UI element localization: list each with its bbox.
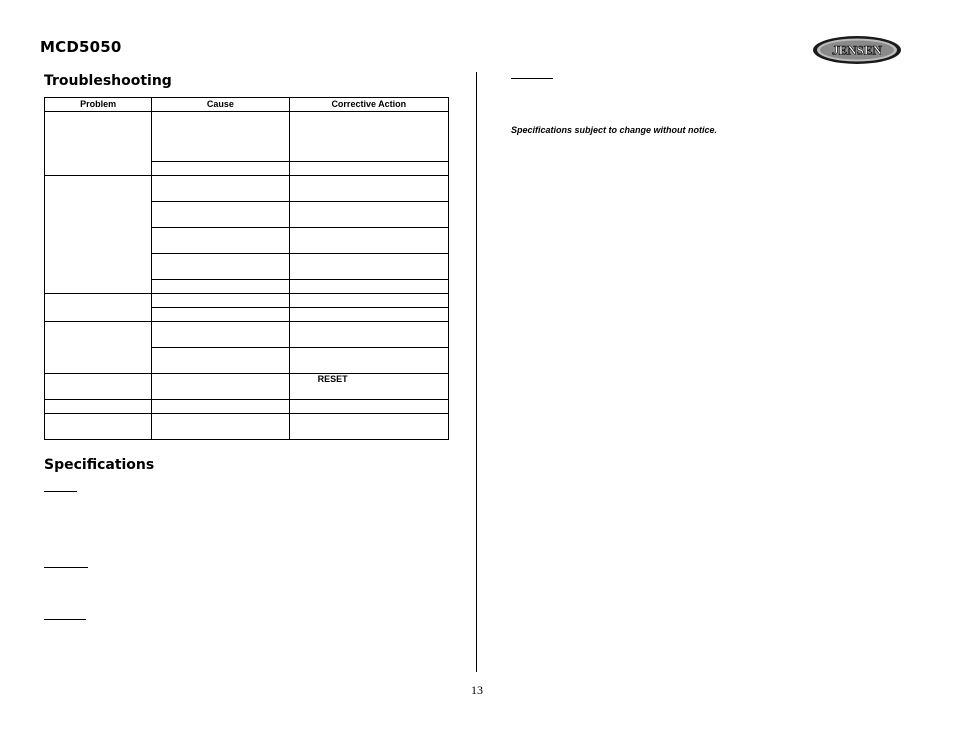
page-number: 13 bbox=[471, 683, 483, 697]
table-header-row bbox=[45, 98, 449, 112]
reset-action-cell: RESET bbox=[289, 374, 448, 400]
table-row bbox=[45, 112, 449, 162]
action-cell bbox=[289, 254, 448, 280]
cause-cell bbox=[152, 162, 289, 176]
jensen-logo bbox=[812, 35, 902, 65]
problem-cell bbox=[45, 400, 152, 414]
table-row bbox=[45, 414, 449, 440]
spec-subheading-underline bbox=[44, 491, 77, 492]
column-header-cause: Cause bbox=[152, 98, 289, 112]
action-cell bbox=[289, 112, 448, 162]
action-cell bbox=[289, 294, 448, 308]
cause-cell bbox=[152, 414, 289, 440]
cause-cell bbox=[152, 228, 289, 254]
problem-cell bbox=[45, 294, 152, 322]
column-header-corrective-action: Corrective Action bbox=[289, 98, 448, 112]
spec-subheading-underline bbox=[511, 78, 553, 79]
table-row bbox=[45, 322, 449, 348]
problem-cell bbox=[45, 322, 152, 374]
column-header-problem: Problem bbox=[45, 98, 152, 112]
table-row bbox=[45, 176, 449, 202]
spec-disclaimer: Specifications subject to change without notice. bbox=[511, 125, 718, 135]
cause-cell bbox=[152, 254, 289, 280]
action-cell bbox=[289, 162, 448, 176]
cause-cell bbox=[152, 280, 289, 294]
problem-cell bbox=[45, 374, 152, 400]
action-cell bbox=[289, 202, 448, 228]
troubleshooting-table bbox=[44, 97, 449, 440]
cause-cell bbox=[152, 348, 289, 374]
cause-cell bbox=[152, 400, 289, 414]
action-cell bbox=[289, 400, 448, 414]
svg-text:JENSEN: JENSEN bbox=[832, 42, 882, 58]
spec-subheading-underline bbox=[44, 619, 86, 620]
action-cell bbox=[289, 280, 448, 294]
model-title: MCD5050 bbox=[40, 38, 122, 56]
cause-cell bbox=[152, 294, 289, 308]
troubleshooting-heading: Troubleshooting bbox=[44, 73, 172, 89]
problem-cell bbox=[45, 414, 152, 440]
spec-subheading-underline bbox=[44, 567, 88, 568]
action-cell bbox=[289, 176, 448, 202]
cause-cell bbox=[152, 374, 289, 400]
problem-cell bbox=[45, 176, 152, 294]
column-divider bbox=[476, 72, 477, 672]
table-row bbox=[45, 294, 449, 308]
action-cell bbox=[289, 322, 448, 348]
action-cell bbox=[289, 228, 448, 254]
action-cell bbox=[289, 308, 448, 322]
cause-cell bbox=[152, 112, 289, 162]
specifications-heading: Specifications bbox=[44, 457, 155, 473]
cause-cell bbox=[152, 176, 289, 202]
cause-cell bbox=[152, 308, 289, 322]
action-cell bbox=[289, 348, 448, 374]
problem-cell bbox=[45, 112, 152, 176]
table-row bbox=[45, 400, 449, 414]
cause-cell bbox=[152, 202, 289, 228]
action-cell bbox=[289, 414, 448, 440]
cause-cell bbox=[152, 322, 289, 348]
table-row bbox=[45, 374, 449, 400]
